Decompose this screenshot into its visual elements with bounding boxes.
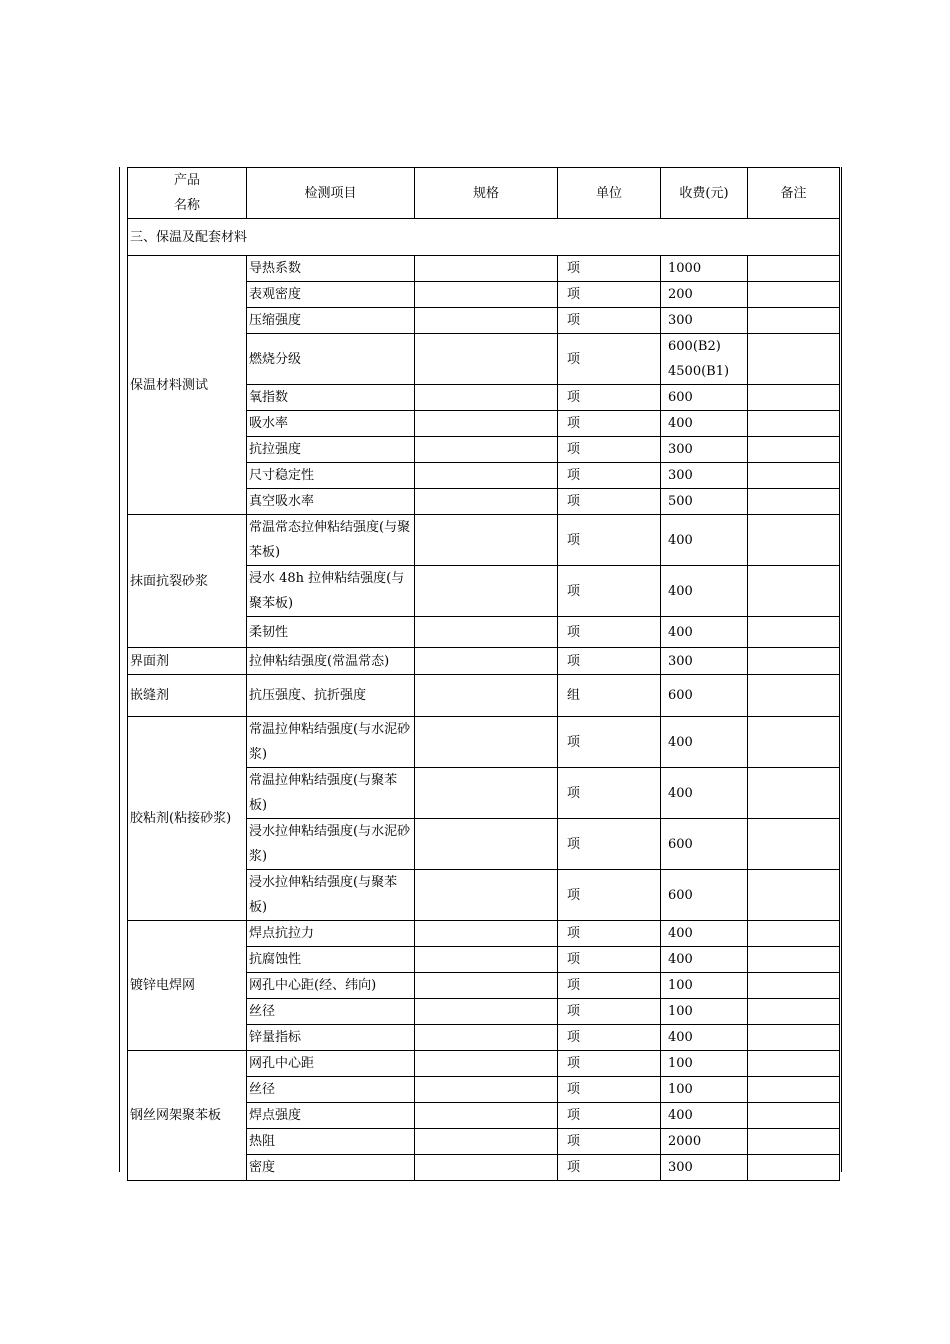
fee-cell: 400 [661,566,748,617]
remark-cell [748,819,840,870]
unit-cell: 项 [558,385,661,411]
unit-cell: 项 [558,256,661,282]
fee-cell: 300 [661,648,748,675]
unit-cell: 项 [558,1155,661,1181]
spec-cell [415,947,558,973]
unit-cell: 项 [558,973,661,999]
item-cell: 锌量指标 [247,1025,415,1051]
remark-cell [748,1077,840,1103]
remark-cell [748,489,840,515]
spec-cell [415,437,558,463]
fee-cell: 1000 [661,256,748,282]
unit-cell: 项 [558,308,661,334]
item-cell: 浸水拉伸粘结强度(与水泥砂浆) [247,819,415,870]
section-title: 三、保温及配套材料 [128,219,840,256]
table-row [128,675,840,717]
spec-cell [415,1155,558,1181]
unit-cell: 项 [558,617,661,648]
unit-cell: 项 [558,1077,661,1103]
unit-cell: 项 [558,1025,661,1051]
item-cell: 燃烧分级 [247,334,415,385]
remark-cell [748,717,840,768]
unit-cell: 项 [558,437,661,463]
right-border-rule [841,167,842,1172]
fee-cell: 600 [661,819,748,870]
item-cell: 常温常态拉伸粘结强度(与聚苯板) [247,515,415,566]
item-cell: 热阻 [247,1129,415,1155]
product-name-cell: 界面剂 [128,648,247,675]
unit-cell: 项 [558,768,661,819]
product-name-cell: 镀锌电焊网 [128,921,247,1051]
remark-cell [748,973,840,999]
table-row [128,648,840,675]
fee-table [127,167,840,1181]
spec-cell [415,648,558,675]
spec-cell [415,282,558,308]
unit-cell: 项 [558,1129,661,1155]
item-cell: 丝径 [247,1077,415,1103]
fee-cell: 600 [661,870,748,921]
unit-cell: 项 [558,648,661,675]
fee-cell: 100 [661,1051,748,1077]
fee-cell: 400 [661,1103,748,1129]
item-cell: 常温拉伸粘结强度(与水泥砂浆) [247,717,415,768]
remark-cell [748,256,840,282]
item-cell: 焊点强度 [247,1103,415,1129]
unit-cell: 项 [558,566,661,617]
header-remark: 备注 [748,168,840,219]
remark-cell [748,334,840,385]
item-cell: 抗拉强度 [247,437,415,463]
fee-cell: 400 [661,1025,748,1051]
spec-cell [415,334,558,385]
header-product: 产品 名称 [128,168,247,219]
spec-cell [415,308,558,334]
remark-cell [748,1155,840,1181]
item-cell: 表观密度 [247,282,415,308]
fee-cell: 600(B2) 4500(B1) [661,334,748,385]
spec-cell [415,463,558,489]
product-name-cell: 抹面抗裂砂浆 [128,515,247,648]
remark-cell [748,411,840,437]
fee-cell: 300 [661,1155,748,1181]
spec-cell [415,1103,558,1129]
spec-cell [415,717,558,768]
fee-cell: 300 [661,463,748,489]
spec-cell [415,870,558,921]
remark-cell [748,1025,840,1051]
spec-cell [415,411,558,437]
remark-cell [748,437,840,463]
unit-cell: 项 [558,870,661,921]
item-cell: 导热系数 [247,256,415,282]
fee-cell: 2000 [661,1129,748,1155]
table-row [128,256,840,282]
item-cell: 拉伸粘结强度(常温常态) [247,648,415,675]
item-cell: 丝径 [247,999,415,1025]
spec-cell [415,1025,558,1051]
item-cell: 抗压强度、抗折强度 [247,675,415,717]
spec-cell [415,921,558,947]
item-cell: 焊点抗拉力 [247,921,415,947]
fee-cell: 100 [661,1077,748,1103]
unit-cell: 组 [558,675,661,717]
fee-cell: 400 [661,768,748,819]
fee-cell: 300 [661,437,748,463]
remark-cell [748,463,840,489]
remark-cell [748,870,840,921]
spec-cell [415,489,558,515]
spec-cell [415,566,558,617]
fee-cell: 600 [661,675,748,717]
unit-cell: 项 [558,999,661,1025]
unit-cell: 项 [558,947,661,973]
spec-cell [415,256,558,282]
header-spec: 规格 [415,168,558,219]
item-cell: 浸水 48h 拉伸粘结强度(与聚苯板) [247,566,415,617]
spec-cell [415,999,558,1025]
unit-cell: 项 [558,411,661,437]
table-row [128,1051,840,1077]
product-name-cell: 嵌缝剂 [128,675,247,717]
spec-cell [415,617,558,648]
header-row [128,168,840,219]
spec-cell [415,973,558,999]
table-row [128,717,840,768]
fee-cell: 400 [661,717,748,768]
unit-cell: 项 [558,515,661,566]
spec-cell [415,515,558,566]
fee-cell: 100 [661,973,748,999]
header-fee: 收费(元) [661,168,748,219]
item-cell: 密度 [247,1155,415,1181]
section-row [128,219,840,256]
item-cell: 氧指数 [247,385,415,411]
fee-cell: 200 [661,282,748,308]
fee-cell: 400 [661,947,748,973]
fee-cell: 300 [661,308,748,334]
remark-cell [748,617,840,648]
remark-cell [748,921,840,947]
fee-cell: 400 [661,515,748,566]
product-name-cell: 钢丝网架聚苯板 [128,1051,247,1181]
item-cell: 尺寸稳定性 [247,463,415,489]
fee-cell: 100 [661,999,748,1025]
unit-cell: 项 [558,334,661,385]
item-cell: 柔韧性 [247,617,415,648]
item-cell: 网孔中心距 [247,1051,415,1077]
remark-cell [748,648,840,675]
spec-cell [415,1077,558,1103]
spec-cell [415,1051,558,1077]
unit-cell: 项 [558,282,661,308]
unit-cell: 项 [558,1051,661,1077]
fee-cell: 600 [661,385,748,411]
item-cell: 抗腐蚀性 [247,947,415,973]
remark-cell [748,385,840,411]
remark-cell [748,947,840,973]
item-cell: 浸水拉伸粘结强度(与聚苯板) [247,870,415,921]
remark-cell [748,282,840,308]
left-border-rule [119,167,120,1172]
spec-cell [415,768,558,819]
fee-cell: 400 [661,411,748,437]
unit-cell: 项 [558,717,661,768]
product-name-cell: 保温材料测试 [128,256,247,515]
spec-cell [415,675,558,717]
remark-cell [748,675,840,717]
remark-cell [748,1051,840,1077]
remark-cell [748,768,840,819]
unit-cell: 项 [558,921,661,947]
unit-cell: 项 [558,819,661,870]
remark-cell [748,308,840,334]
spec-cell [415,819,558,870]
remark-cell [748,1103,840,1129]
item-cell: 网孔中心距(经、纬向) [247,973,415,999]
unit-cell: 项 [558,463,661,489]
remark-cell [748,566,840,617]
spec-cell [415,1129,558,1155]
item-cell: 常温拉伸粘结强度(与聚苯板) [247,768,415,819]
item-cell: 压缩强度 [247,308,415,334]
remark-cell [748,1129,840,1155]
table-row [128,515,840,566]
header-item: 检测项目 [247,168,415,219]
header-unit: 单位 [558,168,661,219]
fee-cell: 400 [661,617,748,648]
fee-cell: 400 [661,921,748,947]
product-name-cell: 胶粘剂(粘接砂浆) [128,717,247,921]
unit-cell: 项 [558,1103,661,1129]
unit-cell: 项 [558,489,661,515]
remark-cell [748,999,840,1025]
item-cell: 吸水率 [247,411,415,437]
fee-cell: 500 [661,489,748,515]
item-cell: 真空吸水率 [247,489,415,515]
spec-cell [415,385,558,411]
remark-cell [748,515,840,566]
table-row [128,921,840,947]
